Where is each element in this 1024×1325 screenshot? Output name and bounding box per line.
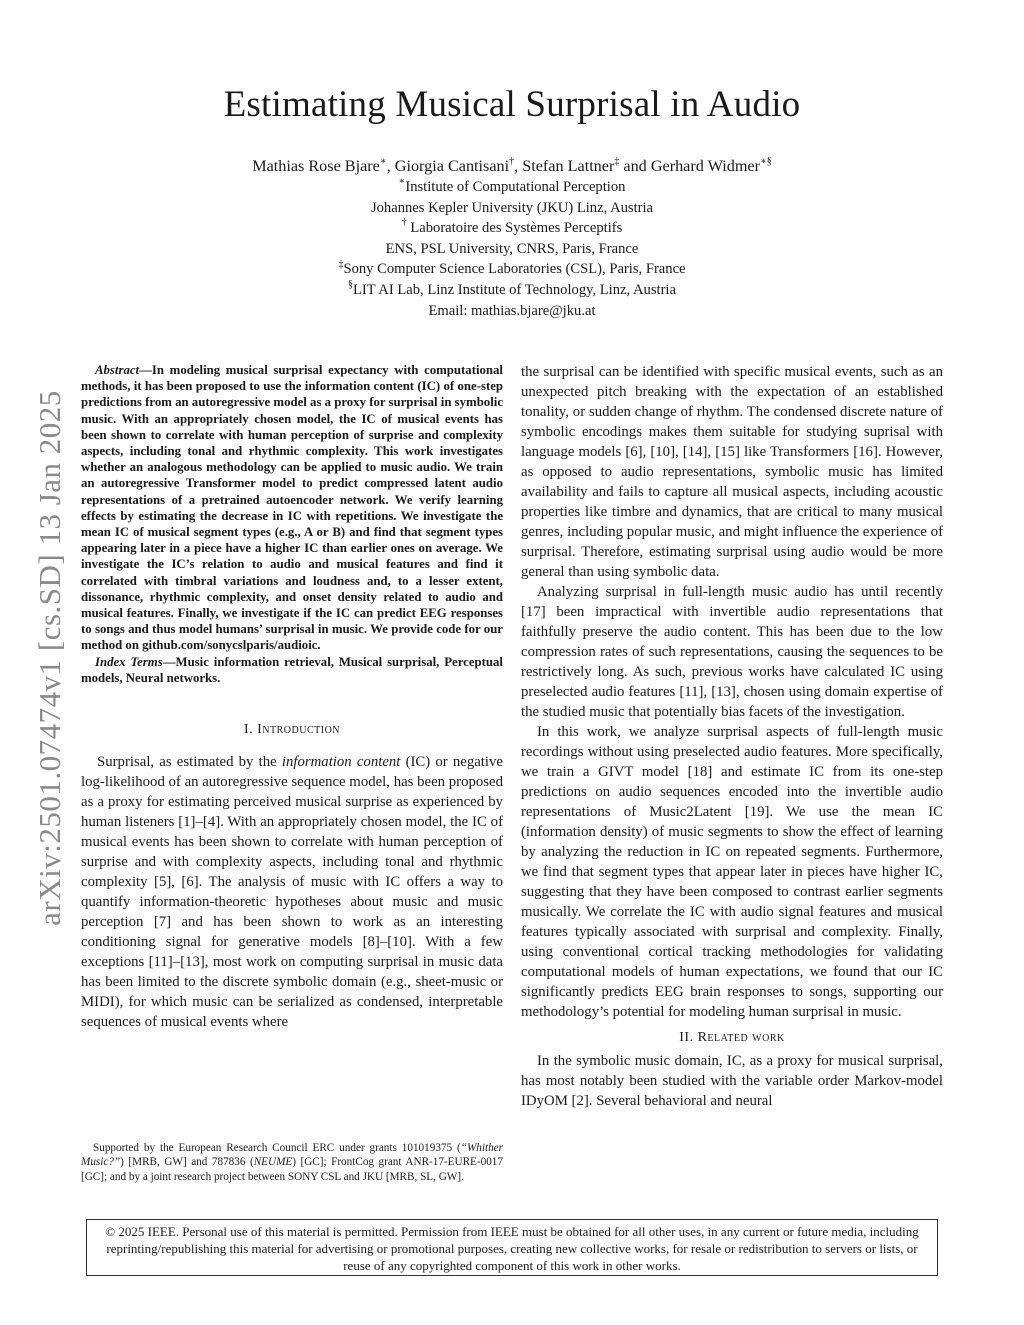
author-conjunction: and <box>623 157 647 175</box>
author-mark: ‡ <box>614 155 620 167</box>
affiliation-line: §LIT AI Lab, Linz Institute of Technology, Linz, Austria <box>348 279 676 298</box>
left-column <box>81 362 503 1032</box>
index-terms-label: Index Terms <box>95 654 163 669</box>
body-paragraph: the surprisal can be identified with specific musical events, such as an unexpected pitch breaking with the expectation of an established tonality, or sudden change of rhythm. The condensed discrete nature of symbolic encodings makes them suitable for studying suprisal with language models [6], [10], [14], [15] like Transformers [16]. However, as opposed to audio representations, symbolic music has limited availability and fails to capture all musical aspects, including acoustic properties like timbre and dynamics, that are critical to many musical genres, including popular music, and might influence the experience of surprisal. Therefore, estimating surprisal using audio would be more general than using symbolic data. <box>521 364 943 580</box>
author-list: Mathias Rose Bjare∗, Giorgia Cantisani†, Stefan Lattner‡ and Gerhard Widmer∗§ <box>252 155 772 175</box>
email-line: Email: mathias.bjare@jku.at <box>428 302 596 319</box>
affiliation-line: ‡Sony Computer Science Laboratories (CSL), Paris, France <box>338 258 686 278</box>
affiliation-line: † Laboratoire des Systèmes Perceptifs <box>401 217 623 237</box>
intro-paragraph: Surprisal, as estimated by the information content (IC) or negative log-likelihood of an autoregressive sequence model, has been proposed as a proxy for estimating perceived musical surprise as experienced by human listeners [1]–[4]. With an appropriately chosen model, the IC of musical events has been shown to correlate with human perception of surprise and with complexity aspects, including tonal and rhythmic complexity [5], [6]. The analysis of music with IC offers a way to quantify information-theoretic hypotheses about music and music perception [7] and has been shown to work as an interesting conditioning signal for generative models [8]–[10]. With a few exceptions [11]–[13], most work on computing surprisal in music data has been limited to the discrete symbolic domain (e.g., sheet-music or MIDI), for which music can be serialized as condensed, interpretable sequences of musical events where <box>81 754 503 1031</box>
author-name: Stefan Lattner <box>522 157 615 175</box>
affiliation-line: Johannes Kepler University (JKU) Linz, Austria <box>370 199 654 216</box>
body-paragraph: In the symbolic music domain, IC, as a proxy for musical surprisal, has most notably been studied with the variable order Markov-model IDyOM [2]. Several behavioral and neural <box>521 1053 943 1109</box>
author-name: Mathias Rose Bjare <box>252 157 380 175</box>
paper-title: Estimating Musical Surprisal in Audio <box>223 84 801 125</box>
author-mark: ∗§ <box>760 155 772 167</box>
copyright-notice: © 2025 IEEE. Personal use of this material is permitted. Permission from IEEE must be obtained for all other uses, in any current or future media, including reprinting/republishing this material for advertising or promotional purposes, creating new collective works, for resale or redistribution to servers or lists, or reuse of any copyrighted component of this work in other works. <box>86 1219 938 1276</box>
abstract-text: —In modeling musical surprisal expectancy with computational methods, it has been proposed to use the information content (IC) of one-step predictions from an autoregressive model as a proxy for surprisal in symbolic music. With an appropriately chosen model, the IC of musical events has been shown to correlate with human perception of surprise and complexity aspects, including tonal and rhythmic complexity. This work investigates whether an analogous methodology can be applied to music audio. We train an autoregressive Transformer model to predict compressed latent audio representations of a pretrained autoencoder network. We verify learning effects by estimating the decrease in IC with repetitions. We investigate the mean IC of musical segment types (e.g., A or B) and find that segment types appearing later in a piece have a higher IC than earlier ones on average. We investigate the IC’s relation to audio and musical features and find it correlated with timbral variations and loudness and, to a lesser extent, dissonance, rhythmic complexity, and onset density related to audio and musical features. Finally, we investigate if the IC can predict EEG responses to songs and thus model humans’ surprisal in music. We provide code for our method on github.com/sonycslparis/audioic. <box>81 363 503 653</box>
author-mark: † <box>509 155 515 167</box>
author-name: Gerhard Widmer <box>650 157 760 175</box>
abstract-label: Abstract <box>95 363 140 377</box>
section-heading-introduction: I. Introduction <box>243 722 341 738</box>
author-name: Giorgia Cantisani <box>394 157 510 175</box>
arxiv-identifier: arXiv:2501.07474v1 [cs.SD] 13 Jan 2025 <box>32 389 67 926</box>
section-heading-related-work: II. Related work <box>679 1030 785 1045</box>
index-terms <box>81 654 503 686</box>
author-mark: ∗ <box>379 155 387 167</box>
body-paragraph: In this work, we analyze surprisal aspects of full-length music recordings without using preselected audio features. More specifically, we train a GIVT model [18] and estimate IC from its one-step predictions on audio sequences encoded into the invertible audio representations of Music2Latent [19]. We use the mean IC (information density) of music segments to show the effect of learning by analyzing the reduction in IC on repeated segments. Furthermore, we find that segment types that appear later in pieces have higher IC, suggesting that they have been composed to contrast earlier segments musically. We correlate the IC with audio signal features and musical features typically associated with surprisal and complexity. Finally, using conventional cortical tracking methodologies for validating computational models of human expectations, we found that our IC significantly predicts EEG brain responses to songs, supporting our methodology’s potential for modeling human surprisal in music. <box>521 724 943 1020</box>
arxiv-sidebar <box>25 365 75 950</box>
affiliation-line: ENS, PSL University, CNRS, Paris, France <box>385 240 639 257</box>
affiliation-line: ∗Institute of Computational Perception <box>398 176 626 195</box>
index-terms-text: —Music information retrieval, Musical surprisal, Perceptual models, Neural networks. <box>81 654 503 685</box>
right-column <box>521 362 943 1111</box>
funding-footnote: Supported by the European Research Council ERC under grants 101019375 (“Whither Music?”) [MRB, GW] and 787836 (NEUME) [GC]; FrontCog grant ANR-17-EURE-0017 [GC]; and by a joint research project between SONY CSL and JKU [MRB, SL, GW]. <box>81 1142 503 1183</box>
body-paragraph: Analyzing surprisal in full-length music audio has until recently [17] been impractical with invertible audio representations that faithfully preserve the audio content. This has been due to the low compression rates of such representations, causing the sequences to be restrictively long. As such, previous works have calculated IC using preselected audio features [11], [13], chosen using domain expertise of the studied music that potentially bias facets of the investigation. <box>521 584 943 720</box>
abstract <box>81 362 503 654</box>
affiliations <box>0 177 1024 321</box>
